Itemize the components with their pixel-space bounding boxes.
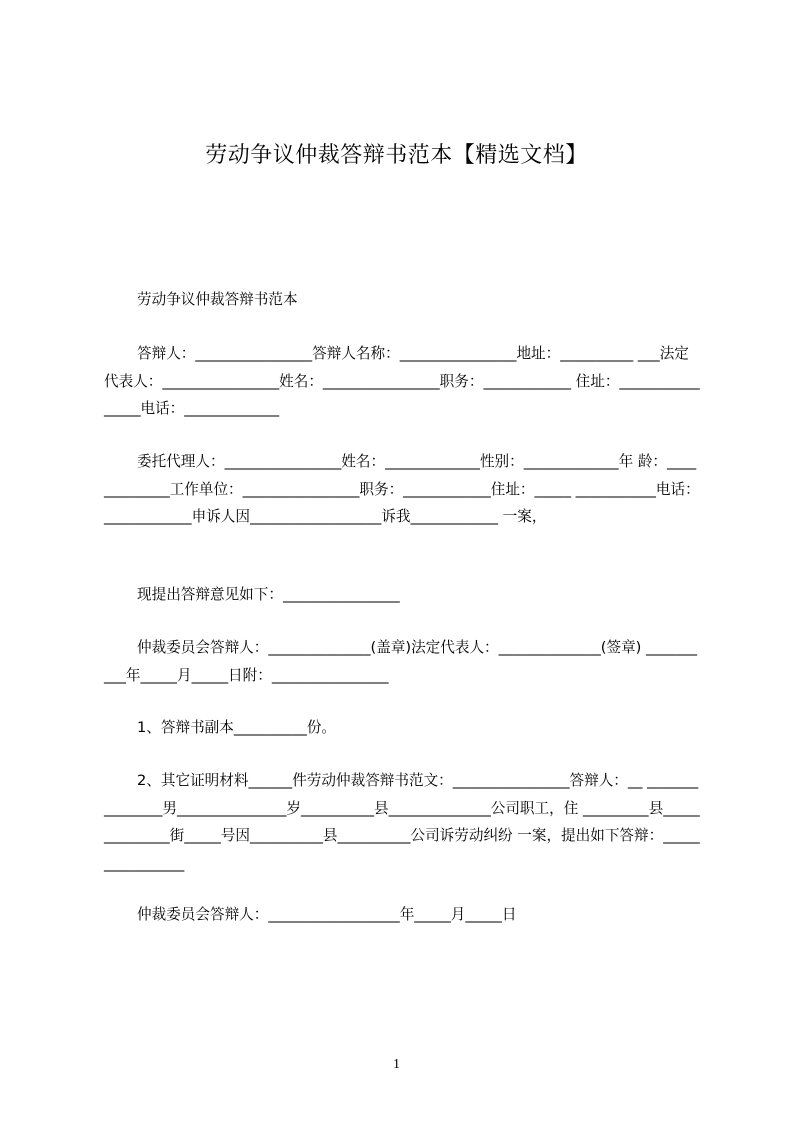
committee-signature-paragraph: 仲裁委员会答辩人：______________(盖章)法定代表人：______________(签章) __________年_____月_____日附：________________ bbox=[104, 639, 698, 684]
evidence-materials-paragraph: 2、其它证明材料______件劳动仲裁答辩书范文：________________答辩人：__ _______________男_______________岁__________县______________公司职工，住 _________县______________街_____号因__________县__________公司诉劳动纠纷 一案，提出如下答辩：________________ bbox=[104, 772, 700, 872]
closing-signature-paragraph: 仲裁委员会答辩人：__________________年_____月_____日 bbox=[137, 906, 517, 923]
document-title: 劳动争议仲裁答辩书范本【精选文档】 bbox=[205, 143, 588, 168]
doc-heading-paragraph: 劳动争议仲裁答辩书范本 bbox=[137, 291, 298, 308]
respondent-info-paragraph: 答辩人：________________答辩人名称：________________地址：__________ ___法定代表人：________________姓名：________________职务：____________ 住址：________________电话：_____________ bbox=[104, 345, 700, 417]
page-number: 1 bbox=[393, 1057, 400, 1072]
attachment-copies-paragraph: 1、答辩书副本__________份。 bbox=[137, 719, 337, 736]
agent-info-paragraph: 委托代理人：________________姓名：_____________性别：_____________年 龄：_____________工作单位：________________职务：____________住址：_____ ___________电话：____________申诉人因__________________诉我____________ 一案， bbox=[104, 453, 700, 525]
defense-opinion-paragraph: 现提出答辩意见如下：________________ bbox=[137, 586, 400, 603]
